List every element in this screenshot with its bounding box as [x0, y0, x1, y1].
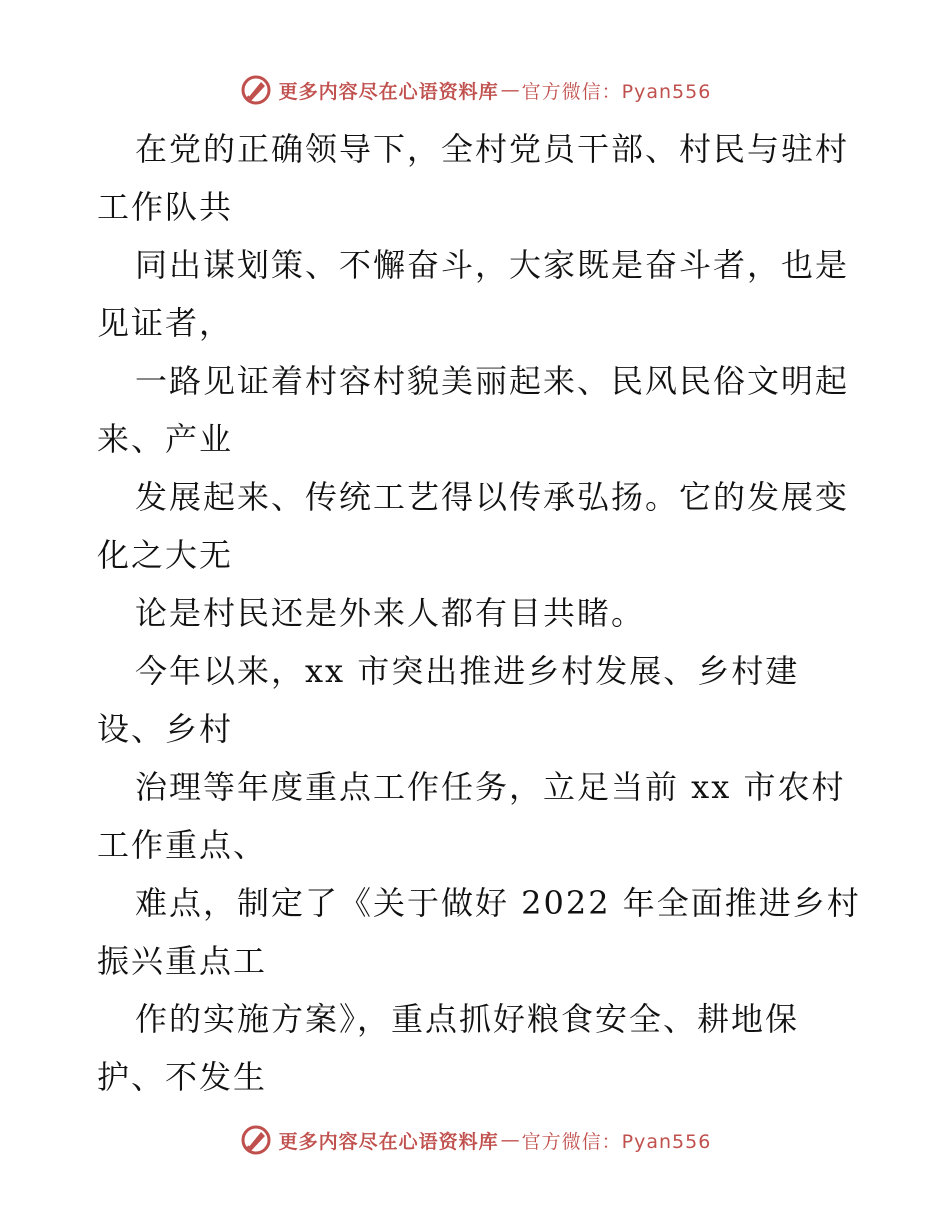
text-line: 作的实施方案》，重点抓好粮食安全、耕地保: [135, 1000, 800, 1038]
text-line: 工作队共: [97, 188, 234, 226]
document-body: [97, 120, 867, 1106]
text-line: 一路见证着村容村貌美丽起来、民风民俗文明起: [135, 362, 850, 400]
banner-site-text: 更多内容尽在心语资料库: [278, 1130, 499, 1153]
text-line: 见证者，: [97, 304, 234, 342]
text-line: 振兴重点工: [97, 942, 268, 980]
text-line: 护、不发生: [97, 1058, 268, 1096]
pen-nib-circle-icon: [239, 73, 273, 107]
banner-site-text: 更多内容尽在心语资料库: [278, 80, 499, 103]
text-line: 治理等年度重点工作任务，立足当前 xx 市农村: [135, 768, 846, 806]
text-line: 同出谋划策、不懈奋斗，大家既是奋斗者，也是: [135, 246, 850, 284]
text-line: 在党的正确领导下，全村党员干部、村民与驻村: [135, 130, 850, 168]
footer-watermark: [0, 1120, 950, 1160]
text-line: 工作重点、: [97, 826, 268, 864]
text-line: 今年以来，xx 市突出推进乡村发展、乡村建: [135, 652, 800, 690]
text-line: 化之大无: [97, 536, 234, 574]
text-line: 论是村民还是外来人都有目共睹。: [135, 594, 646, 632]
header-watermark: [0, 70, 950, 110]
banner-wechat-text: 官方微信：Pyan556: [521, 80, 712, 103]
text-line: 来、产业: [97, 420, 234, 458]
text-line: 设、乡村: [97, 710, 234, 748]
text-line: 难点，制定了《关于做好 2022 年全面推进乡村: [135, 884, 861, 922]
text-line: 发展起来、传统工艺得以传承弘扬。它的发展变: [135, 478, 850, 516]
pen-nib-circle-icon: [239, 1123, 273, 1157]
banner-dash: —: [500, 79, 520, 101]
banner-wechat-text: 官方微信：Pyan556: [521, 1130, 712, 1153]
banner-dash: —: [500, 1129, 520, 1151]
